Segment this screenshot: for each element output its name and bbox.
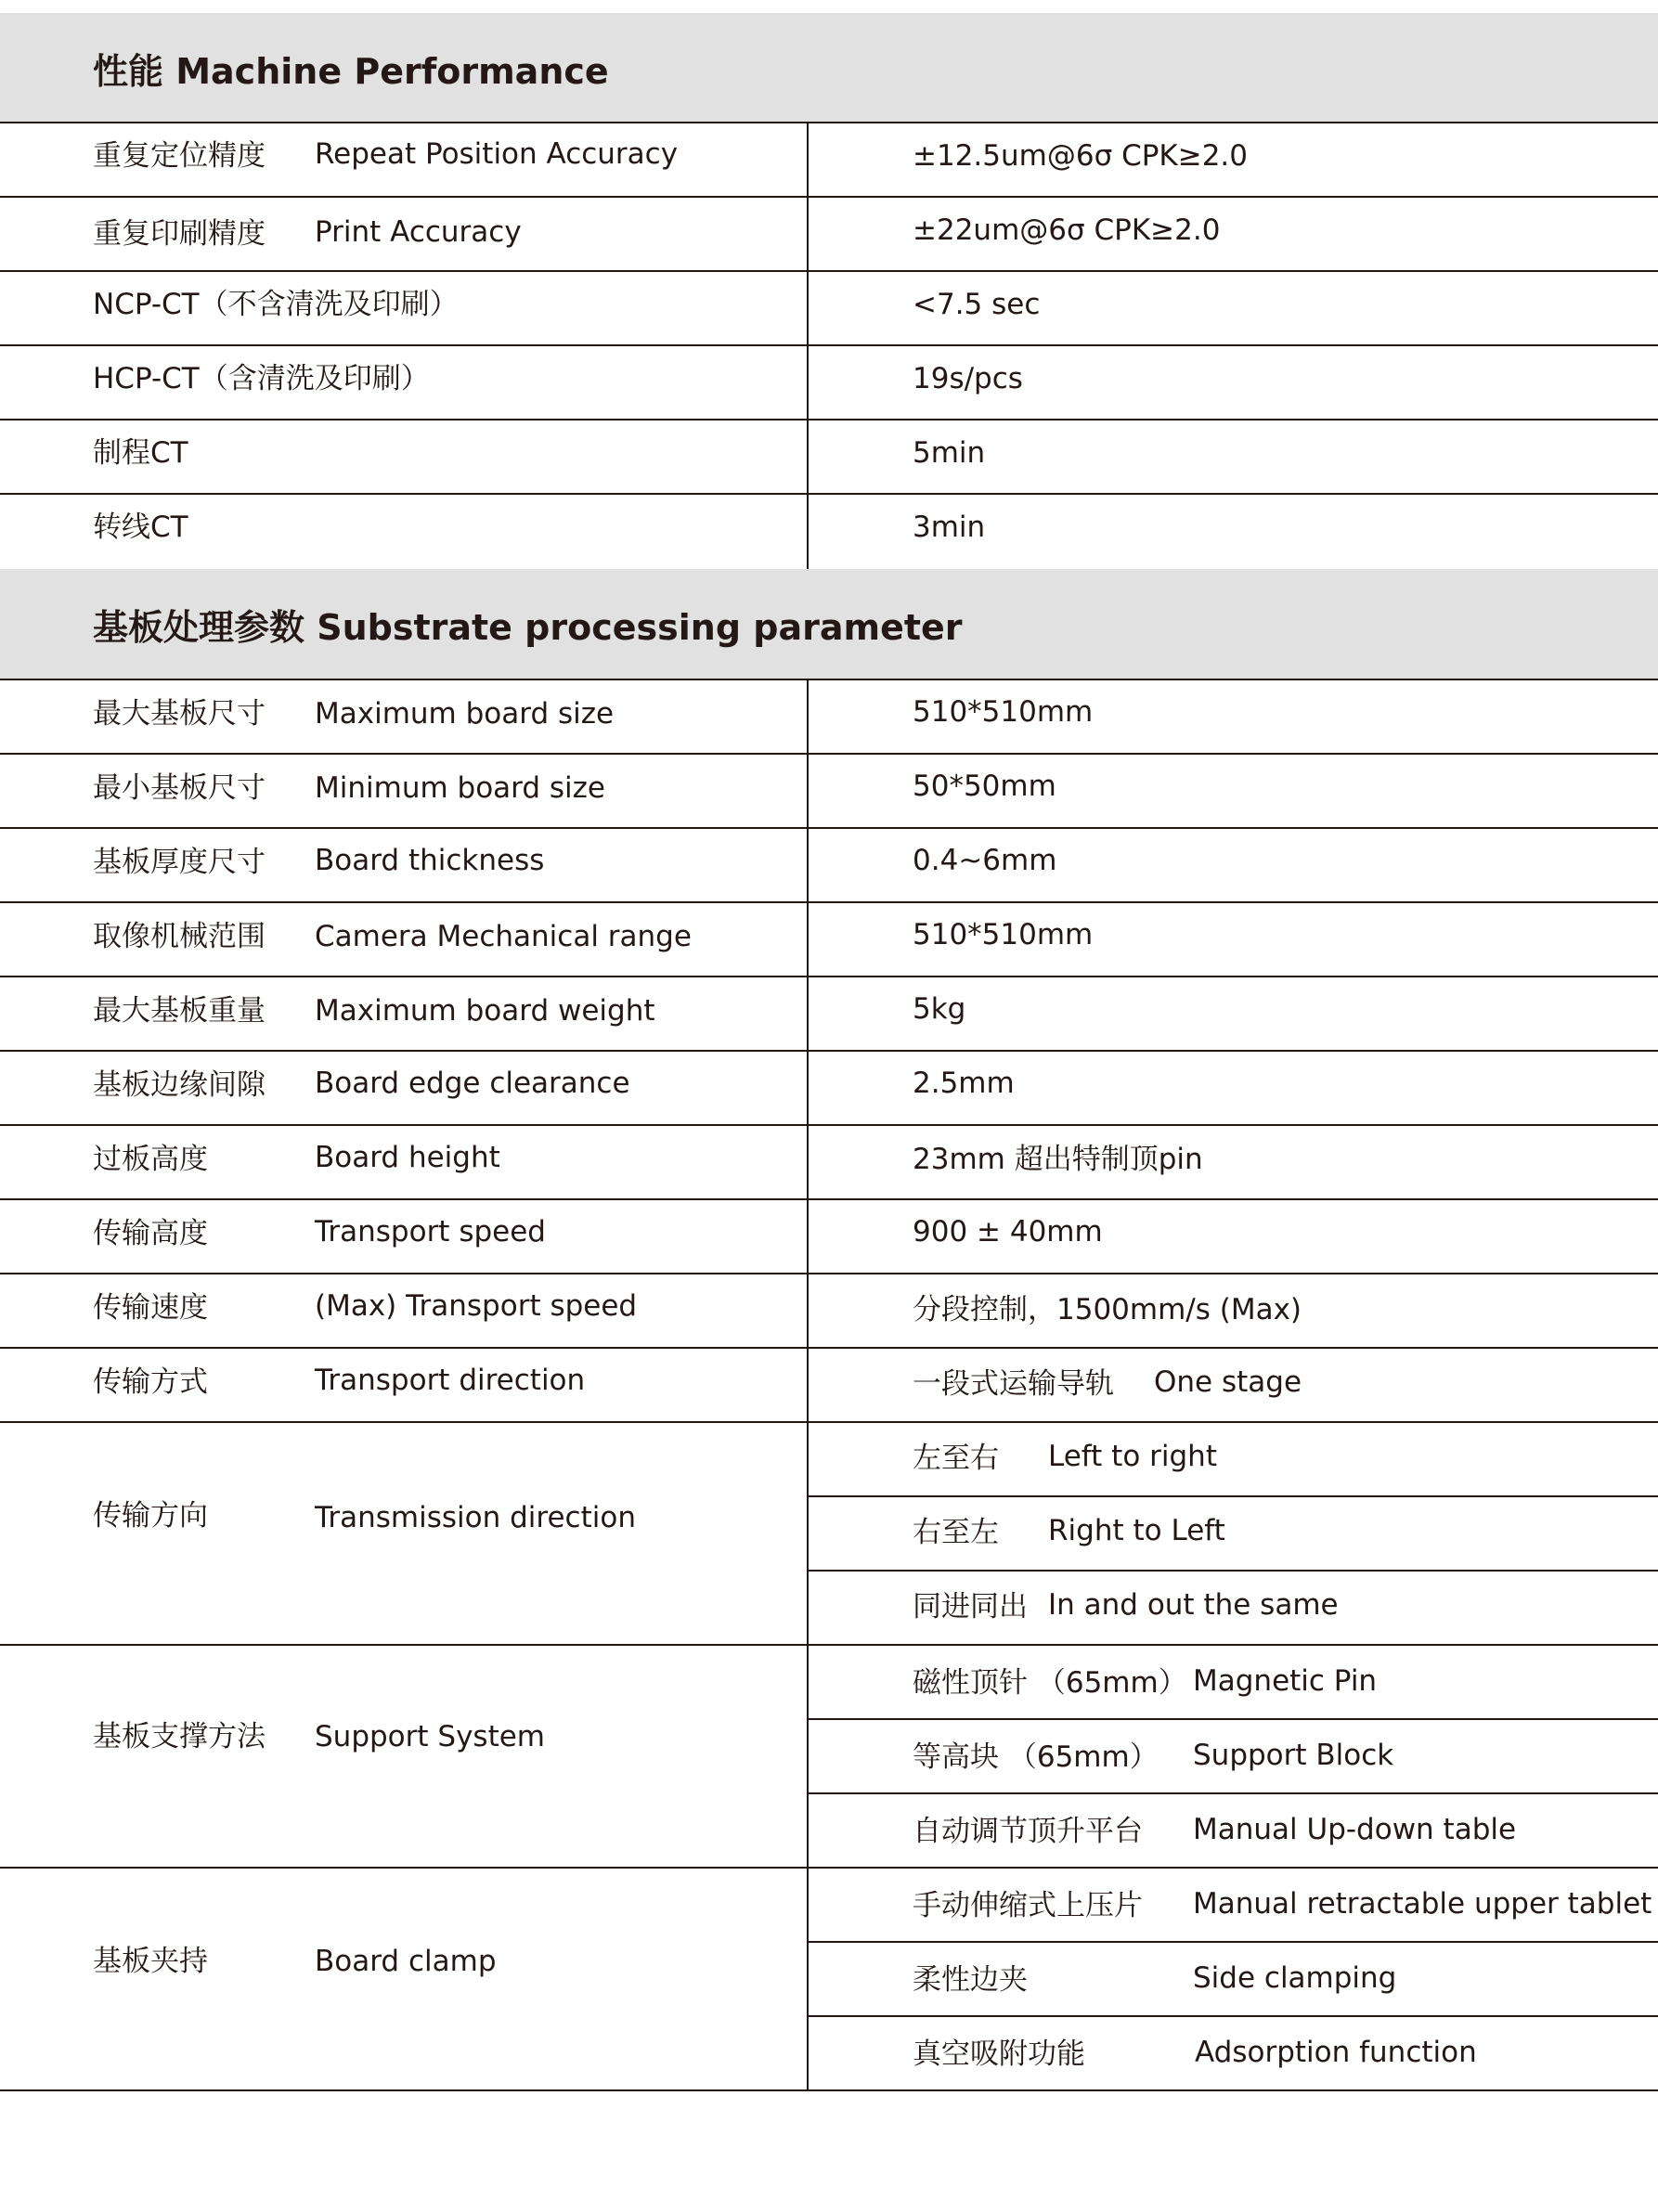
row-divider [0,1347,1658,1349]
spec-label-cn: NCP-CT（不含清洗及印刷） [93,288,459,321]
spec-label-cn: 最大基板重量 [93,994,266,1028]
row-divider [0,1273,1658,1274]
spec-label-en: Maximum board weight [315,994,655,1028]
spec-value: 5min [913,436,986,470]
spec-label-cn: 制程CT [93,436,188,470]
spec-label-cn: 转线CT [93,511,188,544]
option-en: Manual retractable upper tablet [1193,1887,1652,1921]
option-cn: 左至右 [913,1442,999,1475]
option-en: Manual Up-down table [1193,1813,1517,1846]
column-divider [807,680,809,2091]
row-divider [0,196,1658,198]
row-divider [809,1570,1658,1572]
spec-label-en: Board edge clearance [315,1067,630,1100]
spec-label-cn: 传输速度 [93,1291,208,1325]
row-divider [0,753,1658,755]
transmission-label-en: Transmission direction [315,1501,636,1534]
spec-label-en: Repeat Position Accuracy [315,137,679,171]
option-cn: 手动伸缩式上压片 [913,1889,1143,1922]
option-en: Adsorption function [1195,2036,1477,2069]
spec-value: ±12.5um@6σ CPK≥2.0 [913,139,1249,173]
spec-label-cn: 最大基板尺寸 [93,697,266,731]
spec-label-cn: HCP-CT（含清洗及印刷） [93,362,430,395]
row-divider [0,2089,1658,2091]
spec-value: <7.5 sec [913,288,1041,321]
column-divider [807,123,809,569]
option-cn: 柔性边夹 [913,1963,1028,1997]
spec-label-cn: 过板高度 [93,1143,208,1176]
option-en: In and out the same [1048,1588,1339,1622]
row-divider [809,1941,1658,1943]
spec-label-en: Board thickness [315,844,545,877]
spec-value-cn: 一段式运输导轨 [913,1367,1114,1401]
spec-value-en: One stage [1154,1365,1302,1399]
row-divider [0,901,1658,903]
spec-label-cn: 基板厚度尺寸 [93,846,266,879]
option-en: Side clamping [1193,1961,1397,1995]
spec-value: ±22um@6σ CPK≥2.0 [913,213,1221,247]
row-divider [0,270,1658,272]
row-divider [0,1867,1658,1869]
spec-label-cn: 最小基板尺寸 [93,771,266,805]
spec-label-en: Transport direction [315,1364,586,1397]
spec-value: 510*510mm [913,695,1094,729]
spec-value: 2.5mm [913,1067,1015,1100]
clamp-label-cn: 基板夹持 [93,1945,208,1978]
option-cn: 同进同出 [913,1590,1028,1623]
spec-label-en: Print Accuracy [315,215,522,249]
transmission-label-cn: 传输方向 [93,1499,208,1533]
spec-value: 分段控制，1500mm/s (Max) [913,1293,1302,1326]
spec-label-en: Camera Mechanical range [315,920,692,953]
spec-value: 19s/pcs [913,362,1023,395]
option-cn: 等高块 （65mm） [913,1740,1159,1774]
spec-label-en: Minimum board size [315,771,605,805]
spec-label-cn: 基板边缘间隙 [93,1068,266,1102]
row-divider [809,1718,1658,1720]
row-divider [809,2015,1658,2017]
spec-value: 5kg [913,992,966,1026]
option-cn: 真空吸附功能 [913,2037,1085,2071]
substrate-title: 基板处理参数 Substrate processing parameter [93,606,963,648]
spec-label-cn: 重复印刷精度 [93,217,266,251]
performance-title: 性能 Machine Performance [93,50,609,92]
spec-value: 900 ± 40mm [913,1215,1103,1248]
row-divider [809,1792,1658,1794]
row-divider [0,1198,1658,1200]
row-divider [0,976,1658,977]
option-en: Left to right [1048,1440,1217,1473]
row-divider [0,419,1658,420]
spec-label-cn: 重复定位精度 [93,139,266,173]
spec-label-en: Transport speed [315,1215,546,1248]
row-divider [0,827,1658,829]
spec-value: 510*510mm [913,918,1094,951]
row-divider [809,1495,1658,1497]
option-cn: 自动调节顶升平台 [913,1815,1143,1848]
option-cn: 右至左 [913,1516,999,1549]
spec-value: 23mm 超出特制顶pin [913,1143,1203,1176]
spec-label-en: Board height [315,1141,500,1174]
row-divider [0,493,1658,495]
clamp-label-en: Board clamp [315,1945,497,1978]
performance-header [0,13,1658,123]
spec-value: 0.4~6mm [913,844,1057,877]
option-en: Right to Left [1048,1514,1225,1547]
spec-label-en: (Max) Transport speed [315,1289,638,1323]
support-label-en: Support System [315,1720,545,1753]
spec-value: 3min [913,511,986,544]
row-divider [0,1421,1658,1423]
option-en: Magnetic Pin [1193,1664,1378,1698]
row-divider [0,1050,1658,1052]
spec-label-cn: 传输高度 [93,1217,208,1250]
row-divider [0,1124,1658,1126]
option-cn: 磁性顶针 （65mm） [913,1666,1187,1700]
spec-label-cn: 传输方式 [93,1365,208,1399]
spec-label-cn: 取像机械范围 [93,920,266,953]
spec-value: 50*50mm [913,770,1056,803]
divider [0,122,1658,123]
divider [0,679,1658,680]
option-en: Support Block [1193,1739,1394,1772]
support-label-cn: 基板支撑方法 [93,1720,266,1753]
spec-label-en: Maximum board size [315,697,615,731]
row-divider [0,1644,1658,1646]
substrate-header [0,569,1658,679]
row-divider [0,344,1658,346]
